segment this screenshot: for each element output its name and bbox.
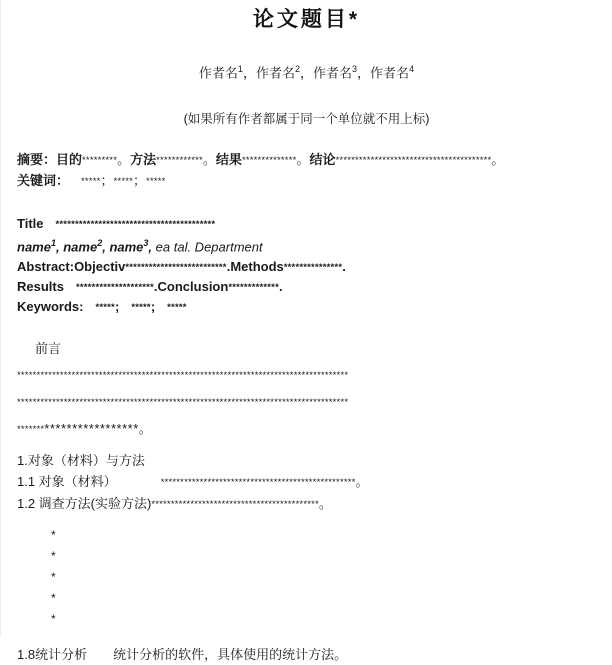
author-separator-1: ， — [242, 65, 256, 81]
conclusion-label: 结论 — [309, 152, 336, 168]
english-keyword-3: ***** — [167, 301, 187, 313]
english-objective-text: ************************** — [125, 261, 227, 273]
english-name-sep-1: , — [55, 239, 64, 255]
abstract-label: 摘要： — [17, 152, 57, 168]
keywords-label: 关键词： — [17, 173, 70, 189]
author-name-3: 作者名 — [313, 65, 353, 81]
introduction-asterisks-1: ************************************************************************************* — [17, 369, 349, 381]
english-keyword-sep-2: ; — [150, 298, 156, 314]
english-et-al: ea tal. Department — [155, 239, 263, 255]
english-author-line — [17, 234, 600, 256]
english-name-3: name — [109, 239, 144, 255]
english-abstract-label: Abstract:Objectiv — [17, 258, 126, 274]
english-title-label: Title — [17, 216, 44, 232]
english-results-text: ******************** — [75, 281, 154, 293]
english-abstract-block — [17, 214, 600, 316]
section-heading-1: 1.对象（材料）与方法 — [17, 452, 145, 468]
section-1-1-text: ************************************************** — [160, 476, 356, 488]
english-keyword-1: ***** — [95, 301, 115, 313]
list-item: * — [51, 611, 56, 626]
objective-text: ********* — [82, 155, 118, 167]
page-title: 论文题目* — [252, 8, 361, 31]
chinese-abstract-line — [17, 150, 600, 171]
introduction-asterisks-2: ************************************************************************************* — [17, 396, 349, 408]
english-keywords-label: Keywords: — [17, 298, 84, 314]
results-text: ************** — [241, 155, 297, 167]
section-heading-1-2 — [17, 493, 612, 515]
section-1-2-text: ******************************************* — [151, 498, 319, 510]
author-list — [1, 60, 612, 82]
section-1-1-period: 。 — [355, 473, 369, 489]
author-sup-1: 1 — [237, 64, 243, 74]
english-title-line — [17, 214, 600, 234]
section-1-8-text: 统计分析的软件，具体使用的统计方法。 — [113, 646, 348, 662]
author-separator-3: ， — [357, 65, 371, 81]
methods-text: ************ — [156, 155, 203, 167]
author-sup-4: 4 — [409, 64, 415, 74]
english-keywords-line — [17, 297, 600, 317]
english-methods-text: *************** — [283, 261, 343, 273]
period-4: 。 — [491, 152, 505, 168]
chinese-abstract-block — [17, 150, 600, 192]
english-results-label: Results — [17, 278, 64, 294]
english-conclusion-label: .Conclusion — [153, 278, 229, 294]
english-name-sep-2: , — [102, 239, 110, 255]
author-name-1: 作者名 — [198, 65, 238, 81]
conclusion-text: **************************************** — [335, 155, 492, 167]
english-name-sep-3: , — [148, 239, 156, 255]
english-conclusion-period: . — [278, 278, 283, 294]
affiliation-note: (如果所有作者都属于同一个单位就不用上标) — [183, 112, 430, 127]
english-conclusion-text: ************* — [228, 281, 279, 293]
keyword-1: ***** — [81, 176, 101, 188]
english-name-sup-3: 3 — [143, 238, 149, 249]
list-item: * — [51, 590, 56, 605]
methods-label: 方法 — [130, 152, 157, 168]
keyword-separator-2: ； — [133, 173, 147, 189]
author-sup-2: 2 — [294, 64, 300, 74]
section-heading-1-8 — [17, 644, 612, 665]
english-name-1: name — [17, 239, 51, 255]
english-name-2: name — [63, 239, 98, 255]
keyword-2: ***** — [113, 176, 134, 188]
introduction-heading: 前言 — [35, 340, 62, 356]
english-abstract-line-1 — [17, 257, 600, 277]
english-methods-period: . — [342, 258, 346, 274]
introduction-paragraph-line-3 — [17, 419, 612, 440]
introduction-asterisks-3-small: ******* — [17, 423, 45, 435]
english-title-text: ***************************************** — [55, 219, 216, 231]
section-heading-1-1 — [17, 471, 612, 493]
list-item: * — [51, 569, 56, 584]
english-keyword-sep-1: ; — [114, 298, 120, 314]
author-separator-2: ， — [299, 65, 313, 81]
author-name-2: 作者名 — [255, 65, 295, 81]
keyword-separator-1: ； — [100, 173, 114, 189]
results-label: 结果 — [215, 152, 242, 168]
english-abstract-line-2 — [17, 277, 600, 297]
section-1-2-period: 。 — [318, 495, 332, 511]
introduction-paragraph-line-2 — [17, 392, 612, 413]
period-1: 。 — [117, 152, 131, 168]
introduction-asterisks-3-large: ***************** — [44, 420, 139, 436]
list-item: * — [51, 548, 56, 563]
objective-label: 目的 — [56, 152, 83, 168]
section-1-2-label: 1.2 调查方法(实验方法) — [17, 495, 152, 511]
author-name-4: 作者名 — [370, 65, 410, 81]
english-keyword-2: ***** — [131, 301, 151, 313]
english-name-sup-1: 1 — [50, 238, 56, 249]
keyword-3: ***** — [146, 176, 166, 188]
english-methods-label: .Methods — [226, 258, 284, 274]
author-sup-3: 3 — [352, 64, 358, 74]
period-3: 。 — [296, 152, 310, 168]
introduction-period: 。 — [138, 420, 152, 436]
english-name-sup-2: 2 — [97, 238, 103, 249]
chinese-keywords-line — [17, 171, 600, 192]
period-2: 。 — [202, 152, 216, 168]
section-1-8-label: 1.8统计分析 — [17, 646, 88, 662]
list-item: * — [51, 527, 56, 542]
section-1-1-label: 1.1 对象（材料） — [17, 473, 117, 489]
introduction-paragraph-line-1 — [17, 365, 612, 386]
